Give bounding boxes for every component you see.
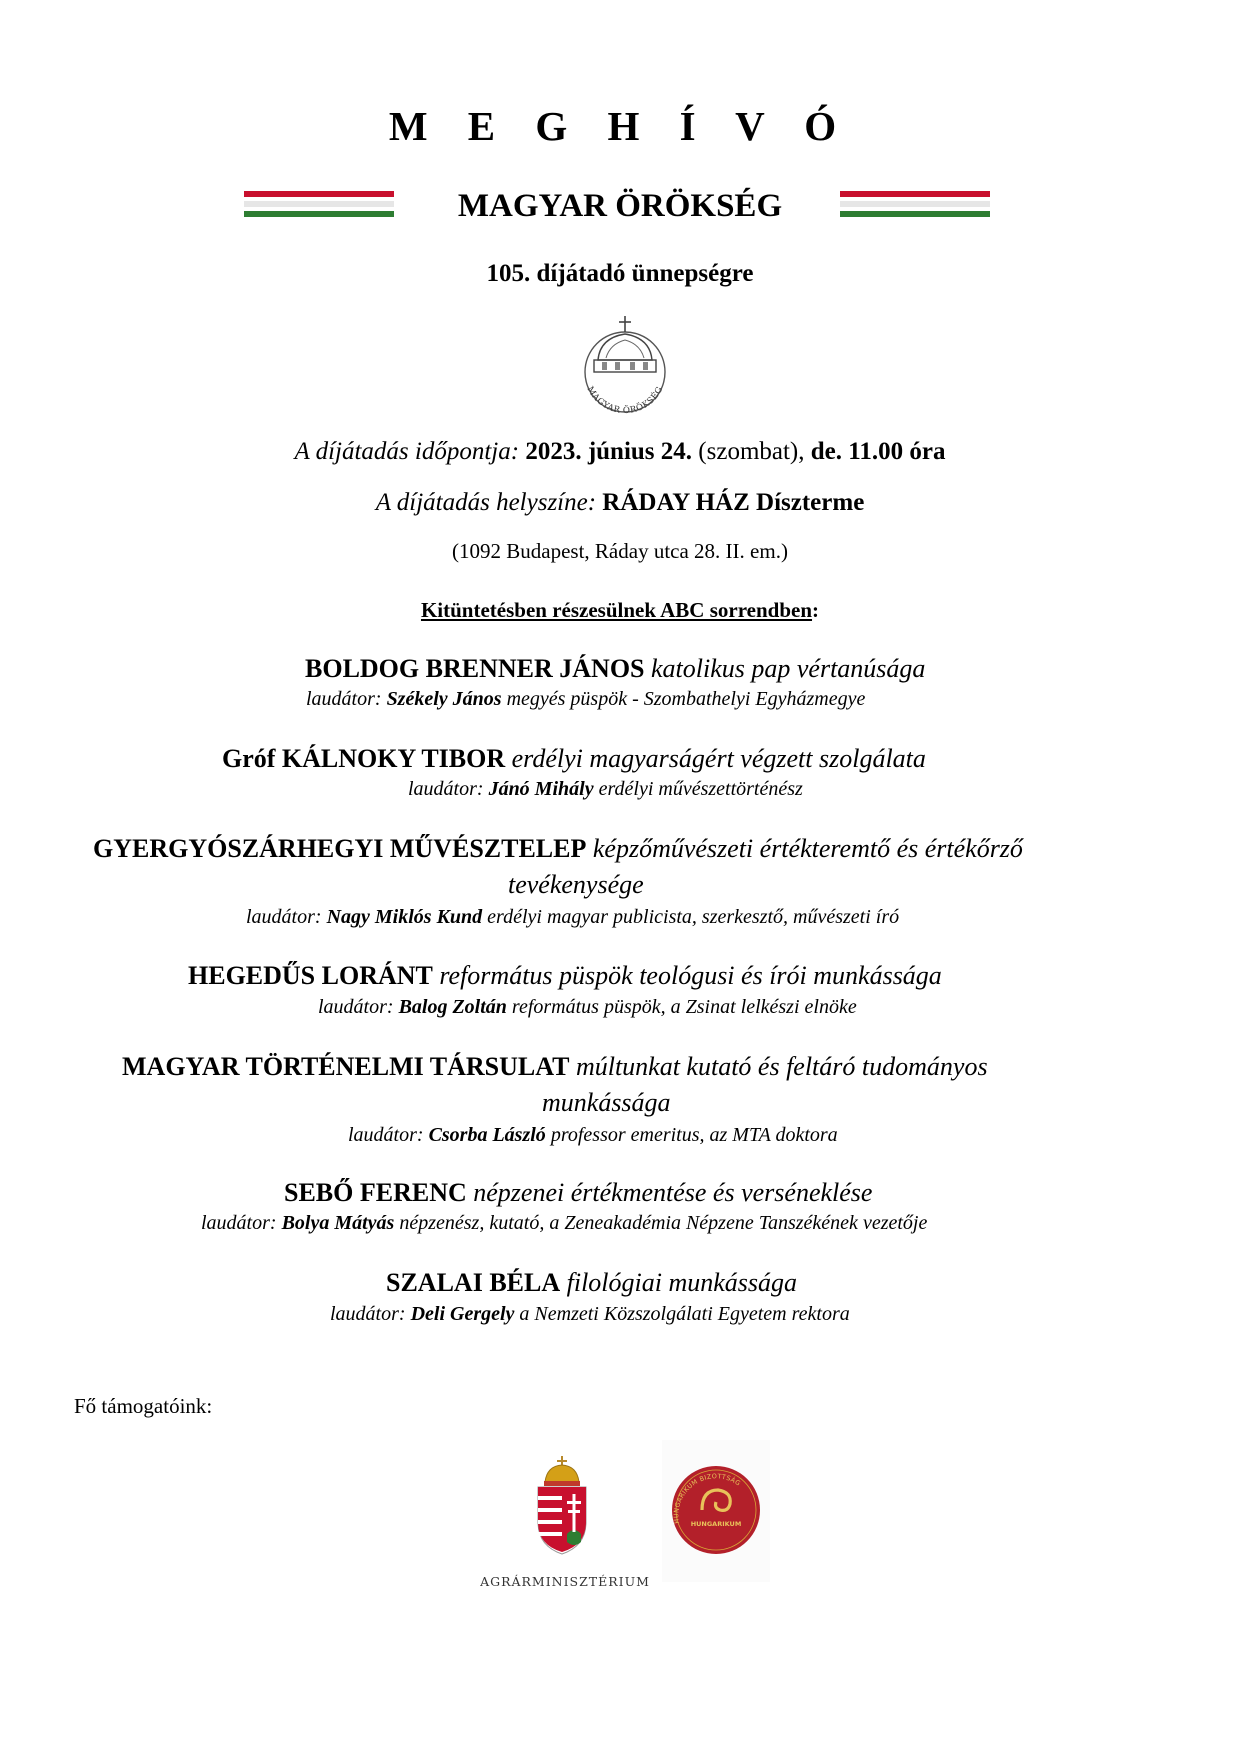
awardee-name: Gróf KÁLNOKY TIBOR [222, 744, 506, 773]
sponsors-label: Fő támogatóink: [74, 1394, 213, 1418]
address: (1092 Budapest, Ráday utca 28. II. em.) [452, 539, 788, 563]
laudator-name: Balog Zoltán [398, 996, 507, 1018]
hungarikum-bizottsag-logo [662, 1440, 770, 1582]
venue-label: A díjátadás helyszíne: [375, 489, 597, 516]
awardee-entry [386, 1268, 797, 1298]
date-line [0, 438, 1240, 466]
laudator-name: Csorba László [428, 1124, 546, 1146]
laudator-role: népzenész, kutató, a Zeneakadémia Népzene Tanszékének vezetője [399, 1212, 928, 1234]
laudator-role: professor emeritus, az MTA doktora [550, 1124, 838, 1146]
time-value: de. 11.00 óra [810, 438, 946, 465]
awardee-name: SEBŐ FERENC [284, 1178, 467, 1207]
awardee-name: SZALAI BÉLA [386, 1268, 561, 1297]
laudator-line [348, 1124, 838, 1147]
awardee-entry [284, 1178, 872, 1208]
awardee-name: GYERGYÓSZÁRHEGYI MŰVÉSZTELEP [93, 834, 587, 863]
laudator-name: Deli Gergely [410, 1303, 515, 1325]
subtitle: MAGYAR ÖRÖKSÉG [457, 188, 783, 224]
agrarminiszterium-logo [475, 1456, 655, 1596]
awardee-name: HEGEDŰS LORÁNT [188, 961, 433, 990]
laudator-name: Bolya Mátyás [281, 1212, 395, 1234]
event-title: 105. díjátadó ünnepségre [486, 260, 754, 287]
awardee-achievement: népzenei értékmentése és verséneklése [473, 1178, 873, 1207]
laudator-role: református püspök, a Zsinat lelkészi elnöke [511, 996, 857, 1018]
awardee-achievement-cont-text: tevékenysége [508, 870, 644, 899]
venue-line [0, 489, 1240, 517]
laudator-line [408, 778, 803, 801]
awardee-achievement-cont-text: munkássága [542, 1088, 671, 1117]
ministry-name: AGRÁRMINISZTÉRIUM [480, 1574, 650, 1589]
page-title: M E G H Í V Ó [388, 103, 852, 149]
laudator-line [318, 996, 857, 1019]
laudator-line [330, 1303, 850, 1326]
hungarikum-word: HUNGARIKUM [690, 1520, 742, 1528]
awardee-name: BOLDOG BRENNER JÁNOS [305, 654, 645, 683]
laudator-label: laudátor: [408, 778, 484, 800]
laudator-label: laudátor: [348, 1124, 424, 1146]
laudator-label: laudátor: [330, 1303, 406, 1325]
awardee-achievement: református püspök teológusi és írói munkássága [439, 961, 942, 990]
laudator-role: erdélyi magyar publicista, szerkesztő, művészeti író [487, 906, 900, 928]
hungarikum-ring-text: HUNGARIKUM BIZOTTSÁG [672, 1472, 743, 1525]
awardee-entry [122, 1052, 988, 1082]
laudator-line [201, 1212, 927, 1235]
awardees-heading [0, 598, 1240, 623]
laudator-role: megyés püspök - Szombathelyi Egyházmegye [506, 688, 866, 710]
laudator-name: Jánó Mihály [488, 778, 594, 800]
awardees-heading-text: Kitüntetésben részesülnek ABC sorrendben [420, 598, 813, 622]
laudator-label: laudátor: [306, 688, 382, 710]
date-label: A díjátadás időpontja: [294, 438, 520, 465]
awardee-achievement-cont [542, 1088, 671, 1118]
awardee-entry [222, 744, 926, 774]
svg-text:MAGYAR ÖRÖKSÉG [585, 385, 666, 414]
awardee-achievement: filológiai munkássága [566, 1268, 798, 1297]
flag-stripe-right [840, 191, 990, 217]
magyar-orokseg-emblem [570, 312, 680, 414]
emblem-text: MAGYAR ÖRÖKSÉG [584, 384, 666, 414]
laudator-label: laudátor: [201, 1212, 277, 1234]
awardee-achievement: múltunkat kutató és feltáró tudományos [575, 1052, 988, 1081]
laudator-line [306, 688, 865, 711]
date-value: 2023. június 24. [525, 438, 693, 465]
awardee-achievement: katolikus pap vértanúsága [651, 654, 926, 683]
awardee-achievement: képzőművészeti értékteremtő és értékőrző [592, 834, 1023, 863]
awardee-name: MAGYAR TÖRTÉNELMI TÁRSULAT [122, 1052, 570, 1081]
laudator-role: erdélyi művészettörténész [598, 778, 803, 800]
laudator-label: laudátor: [318, 996, 394, 1018]
laudator-role: a Nemzeti Közszolgálati Egyetem rektora [519, 1303, 850, 1325]
laudator-line [246, 906, 899, 929]
awardee-entry [93, 834, 1023, 864]
laudator-name: Székely János [386, 688, 502, 710]
awardee-entry [188, 961, 942, 991]
weekday: (szombat), [698, 438, 805, 465]
awardees-heading-colon: : [812, 598, 820, 622]
awardee-achievement-cont [508, 870, 644, 900]
awardee-entry [305, 654, 925, 684]
venue-value: RÁDAY HÁZ Díszterme [602, 489, 865, 516]
laudator-label: laudátor: [246, 906, 322, 928]
laudator-name: Nagy Miklós Kund [326, 906, 483, 928]
awardee-achievement: erdélyi magyarságért végzett szolgálata [511, 744, 926, 773]
